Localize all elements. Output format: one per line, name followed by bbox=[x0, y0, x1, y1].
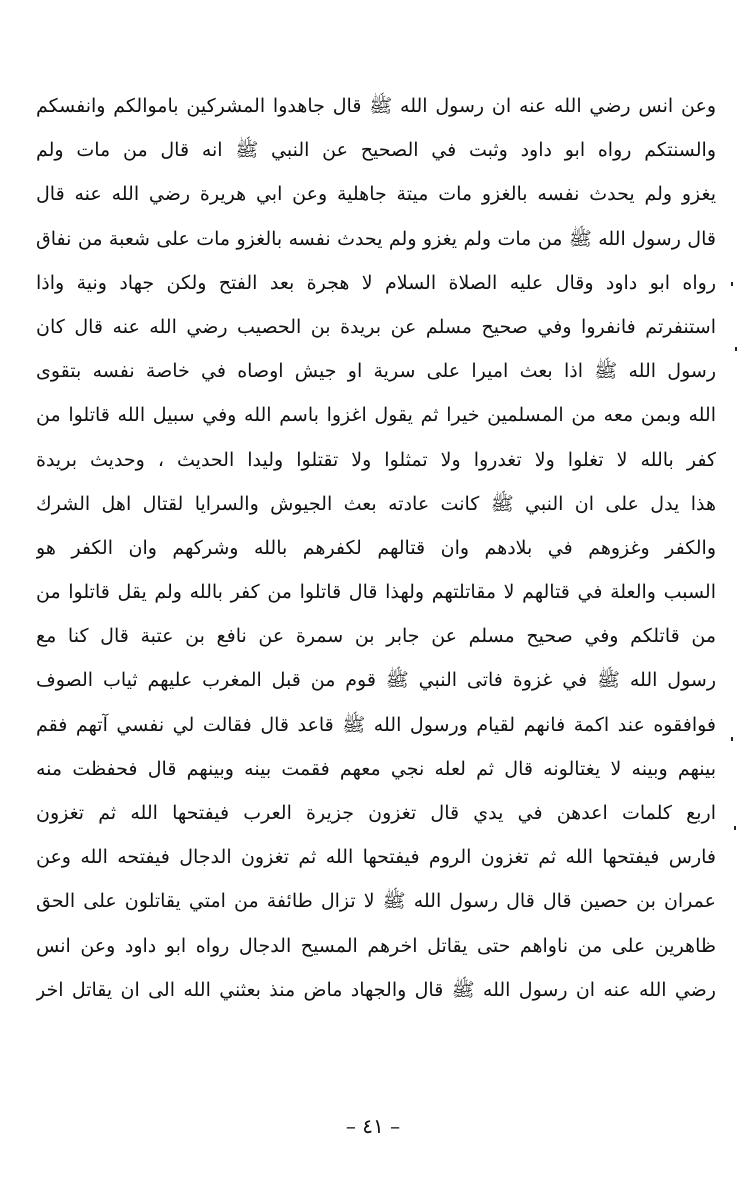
text-line-7: رسول الله ﷺ اذا بعث اميرا على سرية او جيش اوصاه في خاصة نفسه بتقوى bbox=[36, 360, 716, 383]
text-line-11: والكفر وغزوهم في بلادهم وان قتالهم لكفرهم بالله وشركهم وان الكفر هو bbox=[36, 536, 716, 559]
text-line-10: هذا يدل على ان النبي ﷺ كانت عادته بعث الجيوش والسرايا لقتال اهل الشرك bbox=[36, 492, 716, 515]
text-line-3: يغزو ولم يحدث نفسه بالغزو مات ميتة جاهلية وعن ابي هريرة رضي الله عنه قال bbox=[36, 183, 716, 206]
margin-mark bbox=[735, 347, 737, 351]
text-line-8: الله وبمن معه من المسلمين خيرا ثم يقول اغزوا باسم الله وفي سبيل الله قاتلوا من bbox=[36, 404, 716, 427]
body-text bbox=[36, 84, 716, 1012]
text-line-20: ظاهرين على من ناواهم حتى يقاتل اخرهم المسيح الدجال رواه ابو داود وعن انس bbox=[36, 934, 716, 957]
text-line-17: اربع كلمات اعدهن في يدي قال تغزون جزيرة العرب فيفتحها الله ثم تغزون bbox=[36, 802, 716, 824]
text-line-13: من قاتلكم وفي صحيح مسلم عن جابر بن سمرة عن نافع بن عتبة قال كنا مع bbox=[36, 625, 716, 648]
page-number: – ٤١ – bbox=[345, 1114, 401, 1138]
margin-mark bbox=[731, 737, 733, 741]
text-line-6: استنفرتم فانفروا وفي صحيح مسلم عن بريدة بن الحصيب رضي الله عنه قال كان bbox=[36, 315, 716, 338]
margin-mark bbox=[731, 282, 733, 286]
text-line-4: قال رسول الله ﷺ من مات ولم يغزو ولم يحدث نفسه بالغزو مات على شعبة من نفاق bbox=[36, 227, 716, 250]
text-line-1: وعن انس رضي الله عنه ان رسول الله ﷺ قال جاهدوا المشركين باموالكم وانفسكم bbox=[36, 95, 716, 117]
text-line-12: السبب والعلة في قتالهم لا مقاتلتهم ولهذا قال قاتلوا من كفر بالله ولم يقل قاتلوا من bbox=[36, 581, 716, 604]
text-line-19: عمران بن حصين قال قال رسول الله ﷺ لا تزال طائفة من امتي يقاتلون على الحق bbox=[36, 890, 716, 913]
text-line-9: كفر بالله لا تغلوا ولا تغدروا ولا تمثلوا ولا تقتلوا وليدا الحديث ، وحديث بريدة bbox=[36, 448, 716, 471]
text-line-14: رسول الله ﷺ في غزوة فاتى النبي ﷺ قوم من قبل المغرب عليهم ثياب الصوف bbox=[36, 669, 716, 692]
text-line-21: رضي الله عنه ان رسول الله ﷺ قال والجهاد ماض منذ بعثني الله الى ان يقاتل اخر bbox=[36, 978, 716, 1001]
text-line-18: فارس فيفتحها الله ثم تغزون الروم فيفتحها الله ثم تغزون الدجال فيفتحه الله وعن bbox=[36, 846, 716, 869]
text-line-2: والسنتكم رواه ابو داود وثبت في الصحيح عن النبي ﷺ انه قال من مات ولم bbox=[36, 139, 716, 162]
text-line-5: رواه ابو داود وقال عليه الصلاة السلام لا هجرة بعد الفتح ولكن جهاد ونية واذا bbox=[36, 271, 716, 294]
margin-mark bbox=[734, 826, 736, 830]
text-line-15: فوافقوه عند اكمة فانهم لقيام ورسول الله ﷺ قاعد قال فقالت لي نفسي آتهم فقم bbox=[36, 713, 716, 736]
text-line-16: بينهم وبينه لا يغتالونه قال ثم لعله نجي معهم فقمت بينه وبينهم قال فحفظت منه bbox=[36, 757, 716, 780]
